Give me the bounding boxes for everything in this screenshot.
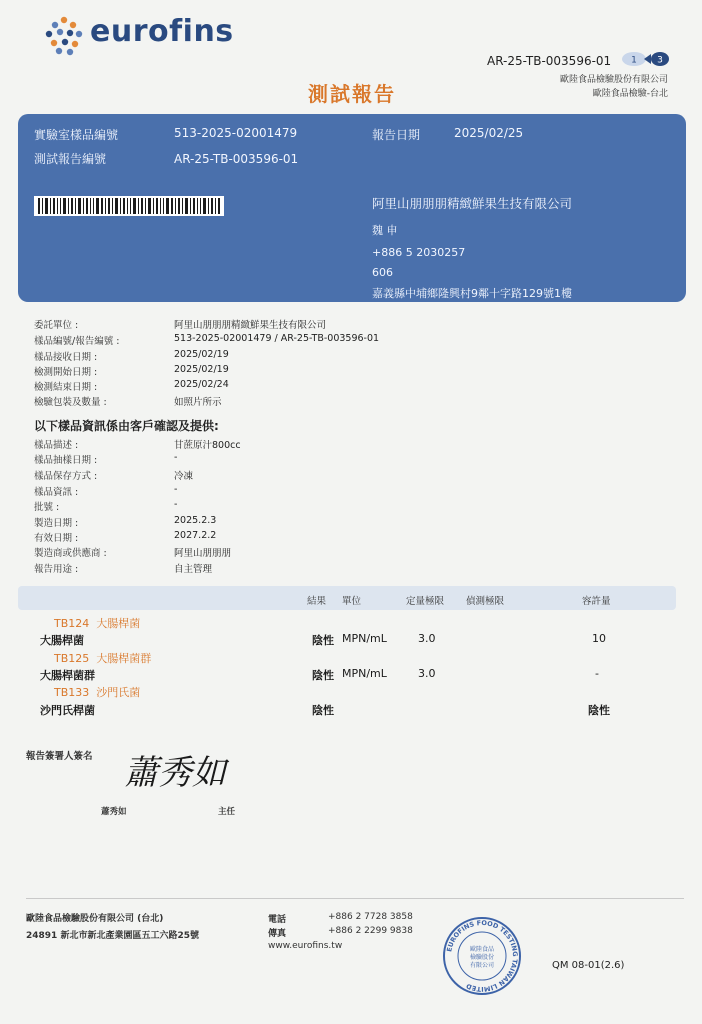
signature-label: 報告簽署人簽名 — [26, 751, 93, 762]
page-total: 3 — [657, 55, 663, 66]
detail-value: 阿里山朋朋朋精緻鮮果生技有限公司 — [174, 320, 327, 331]
footer-address: 24891 新北市新北產業園區五工六路25號 — [26, 931, 199, 941]
report-number-label: 測試報告編號 — [34, 152, 107, 166]
client-phone: +886 5 2030257 — [372, 246, 466, 259]
client-address: 嘉義縣中埔鄉隆興村9鄰十字路129號1樓 — [372, 287, 572, 300]
col-limit: 容許量 — [582, 596, 611, 607]
info-label: 製造日期 : — [34, 518, 79, 529]
info-label: 樣品資訊 : — [34, 487, 79, 498]
col-lod: 偵測極限 — [466, 596, 505, 607]
lab-branch: 歐陸食品檢驗-台北 — [592, 89, 668, 99]
contact-person: 魏 申 — [372, 224, 398, 237]
svg-text:歐陸食品: 歐陸食品 — [469, 946, 495, 953]
info-value: - — [174, 484, 178, 495]
detail-value: 2025/02/24 — [174, 379, 229, 390]
detail-label: 樣品接收日期 : — [34, 352, 98, 363]
info-label: 報告用途 : — [34, 564, 79, 575]
page-indicator-icon — [620, 51, 670, 67]
col-unit: 單位 — [342, 596, 362, 607]
footer-fax: +886 2 2299 9838 — [328, 926, 413, 936]
info-label: 有效日期 : — [34, 533, 79, 544]
info-value: 冷凍 — [174, 471, 194, 482]
info-value: 自主管理 — [174, 564, 213, 575]
form-code: QM 08-01(2.6) — [552, 960, 625, 971]
info-value: 2025.2.3 — [174, 515, 217, 526]
analyte-name: 大腸桿菌 — [40, 634, 84, 647]
test-unit: MPN/mL — [342, 632, 387, 645]
footer-divider — [26, 898, 684, 899]
info-label: 樣品抽樣日期 : — [34, 455, 98, 466]
svg-text:檢驗股份: 檢驗股份 — [469, 954, 495, 961]
info-value: - — [174, 499, 178, 510]
report-number: AR-25-TB-003596-01 — [174, 152, 299, 166]
detail-value: 如照片所示 — [174, 397, 222, 408]
footer-phone: +886 2 7728 3858 — [328, 912, 413, 922]
test-result: 陰性 — [312, 669, 334, 682]
client-info-heading: 以下樣品資訊係由客戶確認及提供: — [34, 419, 219, 433]
svg-text:有限公司: 有限公司 — [469, 962, 495, 969]
company-seal-icon — [442, 916, 522, 996]
info-value: 2027.2.2 — [174, 530, 217, 541]
lab-name: 歐陸食品檢驗股份有限公司 — [559, 75, 668, 85]
client-postcode: 606 — [372, 266, 393, 279]
header-report-number: AR-25-TB-003596-01 — [487, 54, 612, 68]
eurofins-logo-icon — [44, 16, 84, 56]
info-label: 製造商或供應商 : — [34, 548, 107, 559]
detail-value: 2025/02/19 — [174, 364, 229, 375]
info-value: - — [174, 452, 178, 463]
report-date: 2025/02/25 — [454, 126, 524, 140]
detail-label: 檢測結束日期 : — [34, 382, 98, 393]
test-loq: 3.0 — [418, 632, 436, 645]
summary-box — [18, 114, 686, 302]
col-loq: 定量極限 — [406, 596, 445, 607]
signature-handwriting: 蕭秀如 — [124, 753, 226, 793]
detail-value: 2025/02/19 — [174, 349, 229, 360]
barcode-icon — [34, 196, 224, 216]
test-loq: 3.0 — [418, 667, 436, 680]
detail-label: 委託單位 : — [34, 320, 79, 331]
info-label: 批號 : — [34, 502, 60, 513]
test-limit: 10 — [592, 632, 606, 645]
report-date-label: 報告日期 — [372, 128, 421, 142]
analyte-name: 大腸桿菌群 — [40, 669, 95, 682]
test-code: TB133 沙門氏菌 — [54, 686, 141, 699]
detail-label: 樣品編號/報告編號 : — [34, 336, 120, 347]
test-limit: 陰性 — [588, 704, 610, 717]
info-label: 樣品保存方式 : — [34, 471, 98, 482]
detail-value: 513-2025-02001479 / AR-25-TB-003596-01 — [174, 333, 380, 344]
handwritten-signature — [120, 748, 248, 796]
sample-number: 513-2025-02001479 — [174, 126, 298, 140]
sample-number-label: 實驗室樣品編號 — [34, 128, 119, 142]
svg-text:EUROFINS FOOD TESTING TAIWAN L: EUROFINS FOOD TESTING TAIWAN LIMITED — [445, 918, 520, 994]
test-code: TB124 大腸桿菌 — [54, 617, 141, 630]
logo-text: eurofins — [90, 14, 234, 49]
document-title: 測試報告 — [308, 82, 396, 106]
footer-fax-label: 傳真 — [268, 929, 287, 939]
footer-website[interactable]: www.eurofins.tw — [268, 941, 343, 951]
test-limit: - — [595, 667, 599, 680]
analyte-name: 沙門氏桿菌 — [40, 704, 95, 717]
footer-phone-label: 電話 — [268, 915, 287, 925]
test-result: 陰性 — [312, 704, 334, 717]
client-name: 阿里山朋朋朋精緻鮮果生技有限公司 — [372, 196, 573, 211]
signer-title: 主任 — [218, 807, 236, 817]
test-code: TB125 大腸桿菌群 — [54, 652, 152, 665]
col-result: 結果 — [307, 596, 327, 607]
info-label: 樣品描述 : — [34, 440, 79, 451]
test-result: 陰性 — [312, 634, 334, 647]
footer-company: 歐陸食品檢驗股份有限公司 (台北) — [26, 914, 164, 924]
page-current: 1 — [631, 55, 637, 66]
test-unit: MPN/mL — [342, 667, 387, 680]
info-value: 阿里山朋朋朋 — [174, 548, 232, 559]
detail-label: 檢驗包裝及數量 : — [34, 397, 107, 408]
detail-label: 檢測開始日期 : — [34, 367, 98, 378]
info-value: 甘蔗原汁800cc — [174, 440, 241, 451]
signer-name: 蕭秀如 — [101, 807, 127, 817]
